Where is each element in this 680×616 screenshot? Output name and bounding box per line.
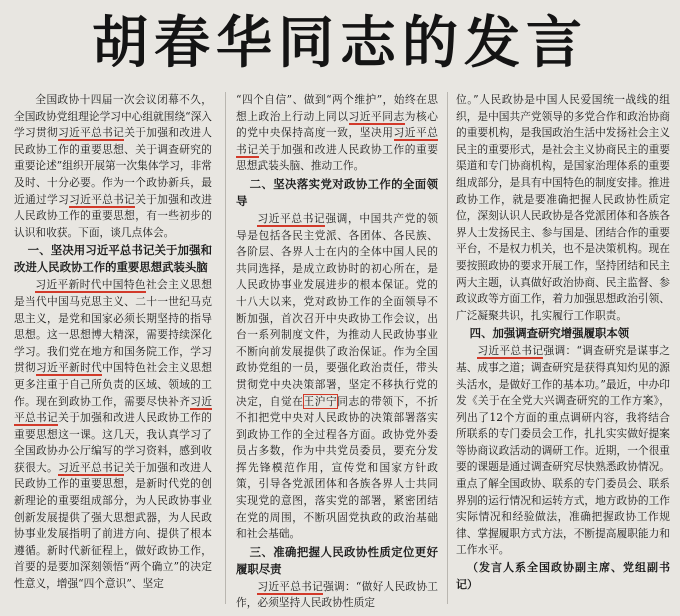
highlighted-text: 习近平总书记 (257, 579, 324, 593)
highlighted-text: 习近平总书记 (58, 126, 125, 140)
article-column-2 (236, 92, 438, 610)
article-column-1 (14, 92, 212, 610)
highlighted-text: 习近平总书记 (58, 460, 125, 474)
paragraph: “四个自信”、做到“两个维护”，始终在思想上政治上行动上同以习近平同志为核心的党中央保持高度一致，坚决用习近平总书记关于加强和改进人民政协工作的重要思想武装头脑、推动工作。 (236, 93, 438, 173)
section-heading-1: 一、坚决用习近平总书记关于加强和改进人民政协工作的重要思想武装头脑 (14, 243, 212, 275)
paragraph: 习近平总书记强调，中国共产党的领导是包括各民主党派、各团体、各民族、各阶层、各界人士在内的全体中国人民的共同选择，是成立政协时的初心所在，是人民政协事业发展进步的根本保证。党的十八大以来，党对政协工作的全面领导不断加强，首次召开中央政协工作会议，出台一系列制度文件，为推动人民政协事业不断向前发展提供了政治保证。作为全国政协党组的一员，要强化政治责任，带头贯彻党中央决策部署，坚定不移执行党的决定，自觉在王沪宁同志的带领下，不折不扣把党中央对人民政协的决策部署落实到政协工作的全过程各方面。政协党外委员占多数，作为中共党员委员，要充分发挥先锋模范作用，宣传党和国家方针政策，引导各党派团体和各族各界人士共同实现党的意图，落实党的部署，紧密团结在党的周围，不断巩固党执政的政治基础和社会基础。 (236, 211, 438, 541)
paragraph: 习近平新时代中国特色社会主义思想是当代中国马克思主义、二十一世纪马克思主义，是党和国家必须长期坚持的指导思想。这一思想博大精深，需要持续深化学习。我们党在地方和国务院工作，学习贯彻习近平新时代中国特色社会主义思想更多注重于自己所负责的区域、领域的工作。现在到政协工作，需要尽快补齐习近平总书记关于加强和改进人民政协工作的重要思想这一课。这几天，我认真学习了全国政协办公厅编写的学习资料，感到收获很大。习近平总书记关于加强和改进人民政协工作的重要思想，是新时代党的创新理论的重要组成部分，为人民政协事业创新发展提供了强大思想武器，为人民政协事业发展指明了前进方向、提供了根本遵循。新时代新征程上，做好政协工作，首要的是要加深刻领悟“两个确立”的决定性意义，增强“四个意识”、坚定 (14, 278, 212, 591)
author-note: （发言人系全国政协副主席、党组副书记） (456, 561, 670, 591)
highlighted-text: 习近平总书记 (69, 192, 136, 206)
highlighted-text: 习近平总书记 (236, 126, 438, 156)
section-heading-3: 三、准确把握人民政协性质定位更好履职尽责 (236, 544, 438, 576)
paragraph: 习近平总书记强调：“调查研究是谋事之基、成事之道；调查研究是获得真知灼见的源头活水，是做好工作的基本功。”最近，中办印发《关于在全党大兴调查研究的工作方案》，列出了12个方面的重点调研内容，我将结合所联系的专门委员会工作，扎扎实实做好提案等协商议政活动的调研工作。近期，一个很重要的课题是通过调查研究尽快熟悉政协情况。重点了解全国政协、联系的专门委员会、联系界别的运行情况和运转方式，地方政协的工作实际情况和经验做法，准确把握政协工作规律、掌握履职方式方法，不断提高履职能力和工作水平。 (456, 344, 670, 557)
highlighted-text: 习近平总书记 (477, 344, 544, 358)
column-divider (447, 92, 448, 604)
highlighted-text: 习近平新时代 (36, 361, 103, 375)
highlighted-text: 习近平总书记 (257, 211, 326, 225)
highlighted-text: 习近平总书记 (14, 394, 212, 425)
highlighted-text: 王沪宁 (303, 394, 338, 408)
column-divider (225, 92, 226, 604)
article-column-3 (456, 92, 670, 610)
paragraph: 位。”人民政协是中国人民爱国统一战线的组织，是中国共产党领导的多党合作和政治协商的重要机构，是我国政治生活中发扬社会主义民主的重要形式，是社会主义协商民主的重要渠道和专门协商机构，是国家治理体系的重要组成部分，是具有中国特色的制度安排。推进政协工作，就是要准确把握人民政协性质定位，深刻认识人民政协是各党派团体和各族各界人士发扬民主、参与国是、团结合作的重要平台，不是权力机关，也不是决策机构。现在要按照政协的要求开展工作，坚持团结和民主两大主题，认真做好政治协商、民主监督、参政议政等方面工作，着力加强思想政治引领、广泛凝聚共识，扎实履行工作职责。 (456, 93, 670, 322)
highlighted-text: 习近平新时代中国特色 (35, 278, 146, 292)
highlighted-text: 习近平同志 (348, 109, 405, 123)
section-heading-2: 二、坚决落实党对政协工作的全面领导 (236, 176, 438, 208)
section-heading-4: 四、加强调查研究增强履职本领 (469, 326, 630, 341)
paragraph: 习近平总书记强调：“做好人民政协工作，必须坚持人民政协性质定 (236, 579, 438, 610)
paragraph: 全国政协十四届一次会议闭幕不久，全国政协党组理论学习中心组就围绕“深入学习贯彻习近平总书记关于加强和改进人民政协工作的重要思想、关于调查研究的重要论述”组织开展第一次集体学习，非常及时、十分必要。作为一个政协新兵，最近通过学习习近平总书记关于加强和改进人民政协工作的重要思想，有一些初步的认识和收获。下面，谈几点体会。 (14, 93, 212, 239)
page-title: 胡春华同志的发言 (92, 11, 588, 76)
